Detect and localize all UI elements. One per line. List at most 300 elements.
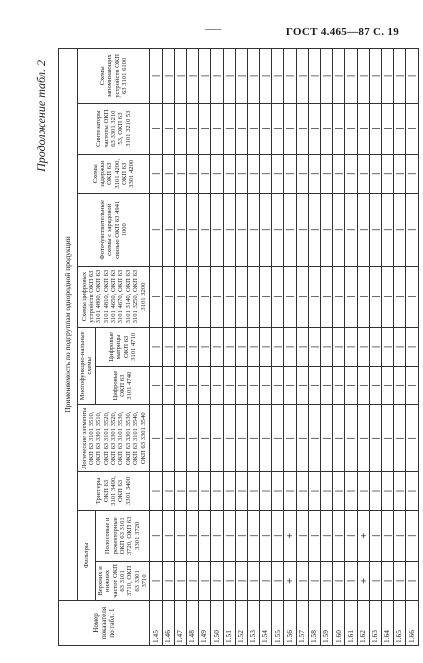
applicability-mark: | [333, 103, 345, 154]
applicability-mark: | [284, 103, 296, 154]
table-row [223, 49, 235, 646]
applicability-mark: | [247, 266, 259, 327]
applicability-mark: | [345, 103, 357, 154]
applicability-mark: | [174, 327, 186, 367]
table-row [284, 49, 296, 646]
table-row [174, 49, 186, 646]
applicability-mark: | [174, 561, 186, 600]
table-top-title: Применяемость по подгруппам однородной продукции [59, 49, 78, 601]
applicability-mark: | [369, 154, 381, 193]
applicability-mark: | [223, 266, 235, 327]
applicability-mark: | [333, 194, 345, 267]
applicability-mark: | [272, 194, 284, 267]
applicability-mark: | [162, 327, 174, 367]
applicability-mark: | [357, 266, 369, 327]
applicability-mark: | [284, 367, 296, 405]
applicability-mark: | [308, 561, 320, 600]
applicability-mark: | [223, 561, 235, 600]
column-header: Синтезаторы частоты ОКП 63 3301 3210 53, ОКП 63 3101 3210 53 [78, 103, 150, 154]
applicability-mark: | [333, 405, 345, 472]
applicability-mark: | [162, 194, 174, 267]
applicability-mark: | [406, 510, 418, 561]
applicability-mark: | [150, 49, 162, 104]
applicability-mark: | [381, 266, 393, 327]
applicability-mark: | [357, 194, 369, 267]
applicability-mark: | [345, 194, 357, 267]
applicability-mark: | [162, 154, 174, 193]
applicability-mark: | [174, 405, 186, 472]
applicability-mark: | [406, 327, 418, 367]
applicability-mark: | [272, 154, 284, 193]
applicability-mark: | [235, 367, 247, 405]
applicability-mark: | [296, 154, 308, 193]
applicability-mark: | [406, 561, 418, 600]
table-container [58, 48, 417, 646]
applicability-mark: | [345, 510, 357, 561]
row-number: 1.53 [247, 601, 259, 646]
applicability-mark: | [394, 561, 406, 600]
applicability-mark: | [296, 49, 308, 104]
applicability-mark: | [357, 472, 369, 510]
applicability-mark: | [345, 327, 357, 367]
row-number: 1.48 [186, 601, 198, 646]
applicability-mark: | [199, 561, 211, 600]
row-number: 1.64 [381, 601, 393, 646]
applicability-mark: | [369, 367, 381, 405]
applicability-mark: | [381, 561, 393, 600]
applicability-mark: | [186, 266, 198, 327]
row-number: 1.55 [272, 601, 284, 646]
column-header: Фоточувствительные схемы с зарядовой связью ОКП 63 4941 1000 [78, 194, 150, 267]
applicability-mark: | [357, 327, 369, 367]
applicability-mark: | [272, 561, 284, 600]
row-number: 1.65 [394, 601, 406, 646]
applicability-mark: | [162, 103, 174, 154]
applicability-mark: | [199, 194, 211, 267]
applicability-mark: | [381, 154, 393, 193]
applicability-mark: | [260, 405, 272, 472]
applicability-mark: | [174, 472, 186, 510]
applicability-mark: | [381, 472, 393, 510]
table-row [345, 49, 357, 646]
continuation-label: Продолжение табл. 2 [34, 60, 48, 172]
applicability-mark: | [333, 49, 345, 104]
applicability-mark: | [162, 510, 174, 561]
applicability-mark: | [406, 49, 418, 104]
applicability-mark: | [260, 194, 272, 267]
applicability-mark: | [381, 103, 393, 154]
applicability-mark: | [211, 561, 223, 600]
applicability-mark: | [211, 405, 223, 472]
applicability-mark: | [162, 266, 174, 327]
applicability-mark: | [357, 154, 369, 193]
applicability-mark: | [235, 154, 247, 193]
applicability-mark: | [369, 103, 381, 154]
applicability-mark: | [235, 510, 247, 561]
applicability-mark: | [296, 266, 308, 327]
applicability-mark: | [150, 103, 162, 154]
applicability-mark: | [272, 327, 284, 367]
applicability-mark: | [223, 103, 235, 154]
applicability-mark: | [247, 472, 259, 510]
column-header: Цифровые ОКП 63 3101 4740 [95, 367, 150, 405]
applicability-mark: | [247, 510, 259, 561]
group-filters: Фильтры [78, 510, 96, 600]
row-number: 1.59 [321, 601, 333, 646]
applicability-mark: | [199, 103, 211, 154]
applicability-mark: | [272, 367, 284, 405]
applicability-mark: | [162, 49, 174, 104]
applicability-mark: | [186, 194, 198, 267]
applicability-mark: | [235, 194, 247, 267]
applicability-mark: | [272, 510, 284, 561]
applicability-mark: | [321, 103, 333, 154]
applicability-mark: | [186, 103, 198, 154]
applicability-mark: | [272, 49, 284, 104]
applicability-mark: | [394, 405, 406, 472]
applicability-table [58, 48, 419, 646]
applicability-mark: | [150, 510, 162, 561]
applicability-mark: | [308, 405, 320, 472]
table-row [247, 49, 259, 646]
applicability-mark: + [284, 510, 296, 561]
applicability-mark: | [308, 103, 320, 154]
applicability-mark: | [211, 266, 223, 327]
applicability-mark: | [199, 49, 211, 104]
applicability-mark: | [369, 49, 381, 104]
column-header: Схемы запоминающих устройств ОКП 63 3101 6100 [78, 49, 150, 104]
applicability-mark: | [321, 154, 333, 193]
applicability-mark: | [394, 49, 406, 104]
applicability-mark: | [406, 154, 418, 193]
applicability-mark: | [406, 103, 418, 154]
applicability-mark: | [223, 49, 235, 104]
applicability-mark: | [381, 510, 393, 561]
page-header: ГОСТ 4.465—87 С. 19 [285, 26, 399, 38]
applicability-mark: | [296, 367, 308, 405]
applicability-mark: | [199, 510, 211, 561]
applicability-mark: | [247, 327, 259, 367]
applicability-mark: | [150, 154, 162, 193]
applicability-mark: | [308, 327, 320, 367]
applicability-mark: | [357, 405, 369, 472]
table-row [406, 49, 418, 646]
applicability-mark: | [186, 472, 198, 510]
row-number: 1.50 [211, 601, 223, 646]
applicability-mark: | [406, 472, 418, 510]
applicability-mark: | [260, 103, 272, 154]
table-body [150, 49, 418, 646]
applicability-mark: | [174, 194, 186, 267]
applicability-mark: | [211, 49, 223, 104]
applicability-mark: | [321, 367, 333, 405]
applicability-mark: | [199, 266, 211, 327]
applicability-mark: | [247, 154, 259, 193]
applicability-mark: | [260, 327, 272, 367]
applicability-mark: | [284, 154, 296, 193]
applicability-mark: | [260, 472, 272, 510]
applicability-mark: | [333, 266, 345, 327]
applicability-mark: | [174, 367, 186, 405]
applicability-mark: | [394, 266, 406, 327]
applicability-mark: | [394, 194, 406, 267]
applicability-mark: | [272, 103, 284, 154]
applicability-mark: | [260, 154, 272, 193]
applicability-mark: | [284, 194, 296, 267]
applicability-mark: | [223, 327, 235, 367]
applicability-mark: | [308, 510, 320, 561]
table-row [235, 49, 247, 646]
applicability-mark: | [247, 405, 259, 472]
applicability-mark: | [296, 327, 308, 367]
table-row [199, 49, 211, 646]
applicability-mark: | [162, 367, 174, 405]
applicability-mark: | [406, 194, 418, 267]
applicability-mark: | [211, 194, 223, 267]
applicability-mark: | [260, 266, 272, 327]
applicability-mark: | [150, 472, 162, 510]
applicability-mark: | [223, 194, 235, 267]
applicability-mark: | [321, 49, 333, 104]
applicability-mark: | [150, 327, 162, 367]
row-number: 1.62 [357, 601, 369, 646]
applicability-mark: | [150, 194, 162, 267]
applicability-mark: | [223, 367, 235, 405]
applicability-mark: | [394, 510, 406, 561]
column-header: Логические элементы ОКП 63 3101 3510, ОКП 63 3301 3510, ОКП 63 3101 3520, ОКП 63 3301 3520, ОКП 63 3101 3530, ОКП 63 3301 3530, ОКП 63 3101 3540, ОКП 63 3301 3540 [78, 405, 150, 472]
applicability-mark: | [296, 194, 308, 267]
applicability-mark: | [186, 154, 198, 193]
applicability-mark: | [186, 405, 198, 472]
applicability-mark: | [223, 154, 235, 193]
applicability-mark: | [406, 405, 418, 472]
applicability-mark: | [211, 154, 223, 193]
applicability-mark: | [369, 561, 381, 600]
applicability-mark: | [296, 103, 308, 154]
applicability-mark: | [333, 472, 345, 510]
applicability-mark: | [296, 405, 308, 472]
applicability-mark: | [211, 472, 223, 510]
group-multifunctional: Многофункцио-нальные схемы [78, 327, 96, 405]
applicability-mark: | [369, 510, 381, 561]
applicability-mark: | [247, 561, 259, 600]
applicability-mark: | [406, 266, 418, 327]
applicability-mark: | [235, 561, 247, 600]
applicability-mark: | [174, 49, 186, 104]
applicability-mark: | [199, 405, 211, 472]
row-number: 1.63 [369, 601, 381, 646]
applicability-mark: | [406, 367, 418, 405]
row-number: 1.51 [223, 601, 235, 646]
table-row [150, 49, 162, 646]
applicability-mark: | [369, 405, 381, 472]
applicability-mark: | [211, 103, 223, 154]
applicability-mark: | [296, 472, 308, 510]
table-row [394, 49, 406, 646]
applicability-mark: | [284, 49, 296, 104]
row-number: 1.47 [174, 601, 186, 646]
applicability-mark: | [308, 472, 320, 510]
table-row [162, 49, 174, 646]
applicability-mark: | [321, 405, 333, 472]
applicability-mark: | [333, 367, 345, 405]
row-number: 1.56 [284, 601, 296, 646]
table-row [369, 49, 381, 646]
applicability-mark: | [369, 472, 381, 510]
applicability-mark: | [357, 49, 369, 104]
applicability-mark: | [369, 194, 381, 267]
applicability-mark: | [235, 103, 247, 154]
applicability-mark: | [174, 103, 186, 154]
applicability-mark: + [284, 561, 296, 600]
table-row [357, 49, 369, 646]
applicability-mark: | [381, 405, 393, 472]
applicability-mark: | [296, 561, 308, 600]
applicability-mark: | [308, 49, 320, 104]
applicability-mark: | [284, 472, 296, 510]
applicability-mark: | [260, 367, 272, 405]
row-number: 1.58 [308, 601, 320, 646]
applicability-mark: | [174, 266, 186, 327]
row-number: 1.57 [296, 601, 308, 646]
applicability-mark: | [150, 266, 162, 327]
applicability-mark: | [162, 561, 174, 600]
applicability-mark: | [247, 49, 259, 104]
applicability-mark: | [381, 367, 393, 405]
applicability-mark: | [284, 266, 296, 327]
rownum-header: Номер показателя по табл. 1 [59, 601, 150, 646]
applicability-mark: | [381, 194, 393, 267]
table-row [186, 49, 198, 646]
applicability-mark: | [321, 510, 333, 561]
applicability-mark: | [247, 367, 259, 405]
table-row [272, 49, 284, 646]
applicability-mark: | [223, 405, 235, 472]
applicability-mark: | [260, 510, 272, 561]
applicability-mark: | [345, 49, 357, 104]
applicability-mark: | [284, 327, 296, 367]
row-number: 1.54 [260, 601, 272, 646]
applicability-mark: | [260, 49, 272, 104]
applicability-mark: | [357, 103, 369, 154]
applicability-mark: | [211, 367, 223, 405]
applicability-mark: | [357, 367, 369, 405]
applicability-mark: | [272, 405, 284, 472]
applicability-mark: | [199, 472, 211, 510]
table-row [381, 49, 393, 646]
applicability-mark: + [357, 510, 369, 561]
applicability-mark: | [150, 405, 162, 472]
applicability-mark: | [174, 510, 186, 561]
applicability-mark: | [321, 327, 333, 367]
row-number: 1.52 [235, 601, 247, 646]
applicability-mark: | [186, 561, 198, 600]
applicability-mark: | [308, 367, 320, 405]
row-number: 1.66 [406, 601, 418, 646]
applicability-mark: | [308, 154, 320, 193]
column-header: Полосовые и режекторные ОКП 63 3101 3720, ОКП 63 3301 3720 [95, 510, 150, 561]
applicability-mark: | [394, 103, 406, 154]
applicability-mark: | [284, 405, 296, 472]
applicability-mark: | [235, 472, 247, 510]
applicability-mark: | [345, 367, 357, 405]
row-number: 1.60 [333, 601, 345, 646]
applicability-mark: | [394, 472, 406, 510]
applicability-mark: | [321, 472, 333, 510]
table-row [333, 49, 345, 646]
applicability-mark: | [272, 266, 284, 327]
table-row [308, 49, 320, 646]
applicability-mark: | [321, 194, 333, 267]
applicability-mark: | [345, 266, 357, 327]
column-header: Схемы цифровых устройств ОКП 63 3101 4800, ОКП 63 3101 4810, ОКП 63 3101 4650, ОКП 63 3101 4670, ОКП 63 3101 3140, ОКП 63 3101 3250, ОКП 63 3101 3200 [78, 266, 150, 327]
applicability-mark: | [199, 327, 211, 367]
row-number: 1.49 [199, 601, 211, 646]
applicability-mark: | [150, 367, 162, 405]
column-header: Цифровые матрицы ОКП 63 3101 4710 [95, 327, 150, 367]
table-row [260, 49, 272, 646]
applicability-mark: | [394, 327, 406, 367]
applicability-mark: | [333, 561, 345, 600]
applicability-mark: | [321, 561, 333, 600]
applicability-mark: | [211, 510, 223, 561]
applicability-mark: | [235, 266, 247, 327]
column-header: Триггеры ОКП 63 3101 3400, ОКП 63 3301 3400 [78, 472, 150, 510]
table-row [296, 49, 308, 646]
header-dash: — [205, 24, 221, 35]
row-number: 1.61 [345, 601, 357, 646]
column-header: Верхних и нижних частот ОКП 63 3101 3710, ОКП 63 3301 3710 [95, 561, 150, 600]
applicability-mark: | [235, 49, 247, 104]
applicability-mark: | [247, 103, 259, 154]
applicability-mark: | [186, 510, 198, 561]
applicability-mark: | [199, 367, 211, 405]
table-row [321, 49, 333, 646]
applicability-mark: | [381, 49, 393, 104]
table-row [211, 49, 223, 646]
applicability-mark: | [308, 194, 320, 267]
applicability-mark: | [381, 327, 393, 367]
applicability-mark: | [345, 561, 357, 600]
applicability-mark: + [357, 561, 369, 600]
applicability-mark: | [394, 367, 406, 405]
applicability-mark: | [186, 49, 198, 104]
applicability-mark: | [333, 154, 345, 193]
applicability-mark: | [211, 327, 223, 367]
applicability-mark: | [333, 327, 345, 367]
applicability-mark: | [235, 405, 247, 472]
row-number: 1.45 [150, 601, 162, 646]
applicability-mark: | [162, 472, 174, 510]
applicability-mark: | [369, 327, 381, 367]
applicability-mark: | [235, 327, 247, 367]
applicability-mark: | [333, 510, 345, 561]
applicability-mark: | [150, 561, 162, 600]
applicability-mark: | [296, 510, 308, 561]
applicability-mark: | [186, 327, 198, 367]
applicability-mark: | [369, 266, 381, 327]
applicability-mark: | [223, 510, 235, 561]
applicability-mark: | [345, 405, 357, 472]
applicability-mark: | [199, 154, 211, 193]
applicability-mark: | [223, 472, 235, 510]
applicability-mark: | [345, 154, 357, 193]
row-number: 1.46 [162, 601, 174, 646]
applicability-mark: | [272, 472, 284, 510]
applicability-mark: | [394, 154, 406, 193]
applicability-mark: | [174, 154, 186, 193]
applicability-mark: | [162, 405, 174, 472]
